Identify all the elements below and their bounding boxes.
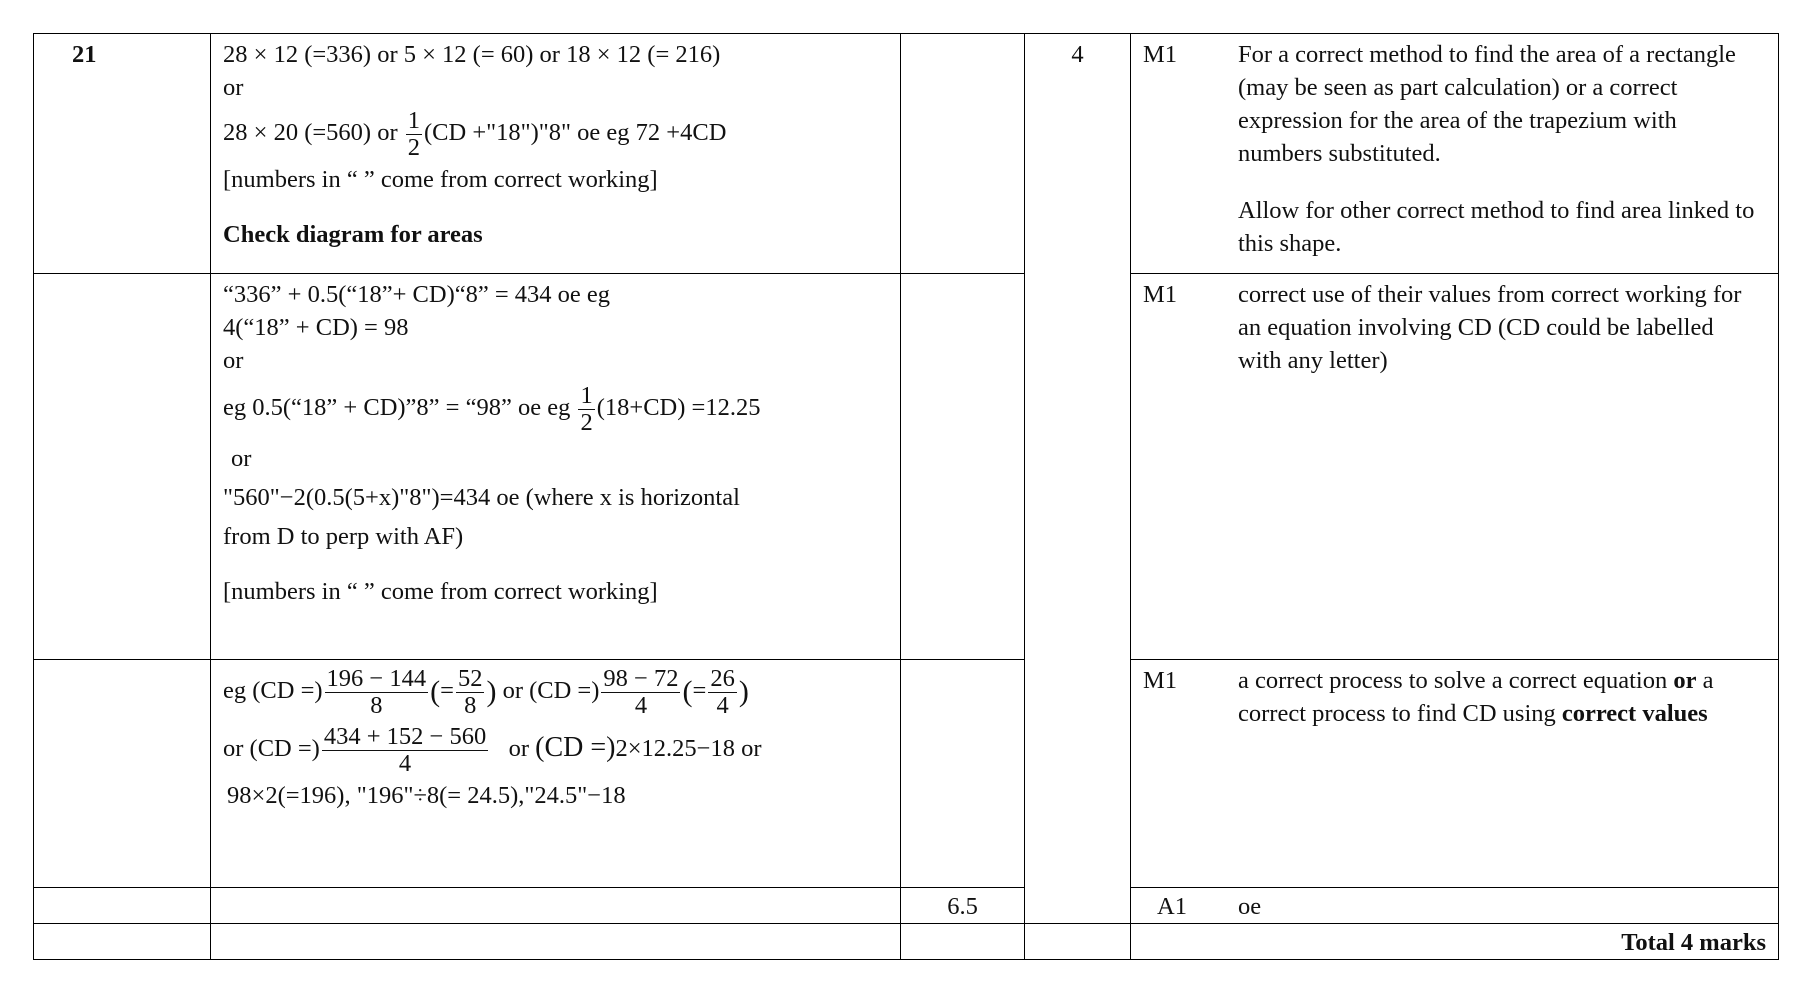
empty-cell [1025, 924, 1131, 960]
answer-cell [901, 274, 1025, 660]
working-cell [211, 34, 901, 274]
table-row [34, 274, 1779, 660]
empty-cell [34, 924, 211, 960]
working-text: or (CD =) [223, 735, 320, 763]
working-line: 98×2(=196), "196"÷8(= 24.5),"24.5"−18 [227, 781, 626, 809]
fraction [601, 666, 680, 718]
working-cell [211, 274, 901, 660]
empty-cell [901, 924, 1025, 960]
working-line: 28 × 12 (=336) or 5 × 12 (= 60) or 18 × 12 (= 216) [223, 41, 721, 68]
empty-cell [34, 660, 211, 888]
fraction [325, 666, 429, 718]
mark-code: A1 [1157, 893, 1187, 920]
guidance-text [1238, 664, 1762, 730]
guidance-paragraph: For a correct method to find the area of a rectangle (may be seen as part calculation) or a correct expression for the area of the trapezium with numbers substituted. [1238, 41, 1736, 168]
fraction-denominator: 2 [407, 133, 420, 161]
guidance-cell [1131, 660, 1779, 888]
fraction-denominator: 8 [464, 691, 477, 719]
fraction-numerator: 196 − 144 [326, 665, 427, 692]
bracket-close: ) [738, 674, 749, 708]
mark-code: M1 [1143, 281, 1178, 308]
working-text: eg 0.5(“18” + CD)”8” = “98” oe eg [223, 394, 577, 422]
fraction [322, 724, 488, 776]
fraction [456, 666, 485, 718]
working-line: from D to perp with AF) [223, 522, 464, 550]
working-text: (CD +"18")"8" oe eg 72 +4CD [424, 118, 727, 146]
fraction-numerator: 1 [407, 107, 420, 135]
working-line: eg (CD =) $\frac{196 - 144}{8}$ (= $\frac{52}{8}$ ) or (CD =) $\frac{98 - 72}{4}$ (= $\frac{26}{4}$ ) [223, 665, 749, 719]
fraction-denominator: 8 [370, 691, 383, 719]
guidance-part: correct values [1561, 700, 1708, 728]
working-line: [numbers in “ ” come from correct working] [223, 165, 658, 193]
answer-cell [901, 660, 1025, 888]
guidance-part: or [1673, 667, 1697, 694]
guidance-paragraph: Allow for other correct method to find area linked to this shape. [1238, 197, 1755, 258]
working-line: [numbers in “ ” come from correct working] [223, 577, 658, 605]
empty-cell [211, 888, 901, 924]
empty-cell [34, 274, 211, 660]
guidance-part: a correct process to find CD using [1238, 667, 1714, 728]
answer-cell [901, 34, 1025, 274]
fraction-numerator: 434 + 152 − 560 [323, 723, 487, 751]
question-number: 21 [34, 34, 211, 274]
empty-cell [34, 888, 211, 924]
guidance-text: oe [1238, 893, 1262, 920]
fraction-numerator: 1 [580, 382, 593, 410]
working-line: or [223, 347, 244, 375]
marks-cell: 4 [1025, 34, 1131, 924]
working-line [223, 108, 890, 160]
working-cell [211, 660, 901, 888]
guidance-cell [1131, 888, 1779, 924]
working-line: or [223, 74, 244, 102]
working-line: “336” + 0.5(“18”+ CD)“8” = 434 oe eg [223, 281, 611, 308]
table-row [34, 924, 1779, 960]
fraction-denominator: 4 [398, 750, 412, 778]
bracket-open: ( [430, 674, 441, 708]
fraction [708, 666, 737, 718]
mark-code: M1 [1143, 667, 1178, 694]
fraction-numerator: 52 [457, 665, 483, 692]
fraction-denominator: 2 [580, 408, 593, 436]
working-line: "560"−2(0.5(5+x)"8")=434 oe (where x is horizontal [223, 483, 740, 511]
working-text: (18+CD) =12.25 [596, 394, 761, 422]
working-text: 2×12.25−18 or [615, 735, 762, 763]
mark-code: M1 [1143, 41, 1178, 68]
mark-scheme-table [33, 33, 1779, 960]
fraction [578, 383, 594, 435]
table-row [34, 34, 1779, 274]
working-line [223, 724, 890, 776]
working-text: (CD =) [535, 732, 616, 764]
fraction-denominator: 4 [716, 691, 729, 719]
guidance-text: correct use of their values from correct working for an equation involving CD (CD could be labelled with any letter) [1238, 281, 1742, 375]
table-row [34, 888, 1779, 924]
fraction [406, 108, 422, 160]
bracket-open: ( [682, 674, 693, 708]
fraction-numerator: 26 [710, 665, 735, 692]
total-marks: Total 4 marks [1131, 924, 1779, 960]
fraction-denominator: 4 [634, 691, 648, 719]
guidance-text [1238, 38, 1762, 260]
working-text: or [490, 735, 536, 763]
working-text: eg (CD =) [223, 676, 323, 704]
table-row [34, 660, 1779, 888]
working-line: 4(“18” + CD) = 98 [223, 314, 409, 342]
answer-value: 6.5 [901, 888, 1025, 924]
working-text: or (CD =) [496, 676, 600, 704]
empty-cell [211, 924, 901, 960]
fraction-numerator: 98 − 72 [603, 665, 679, 692]
guidance-cell [1131, 274, 1779, 660]
bracket-close: ) [486, 674, 497, 708]
working-text: 28 × 20 (=560) or [223, 118, 404, 146]
check-diagram-note: Check diagram for areas [223, 220, 483, 248]
guidance-cell [1131, 34, 1779, 274]
guidance-part: a correct process to solve a correct equation [1238, 667, 1674, 694]
working-line [223, 383, 890, 435]
working-line: or [231, 444, 252, 472]
